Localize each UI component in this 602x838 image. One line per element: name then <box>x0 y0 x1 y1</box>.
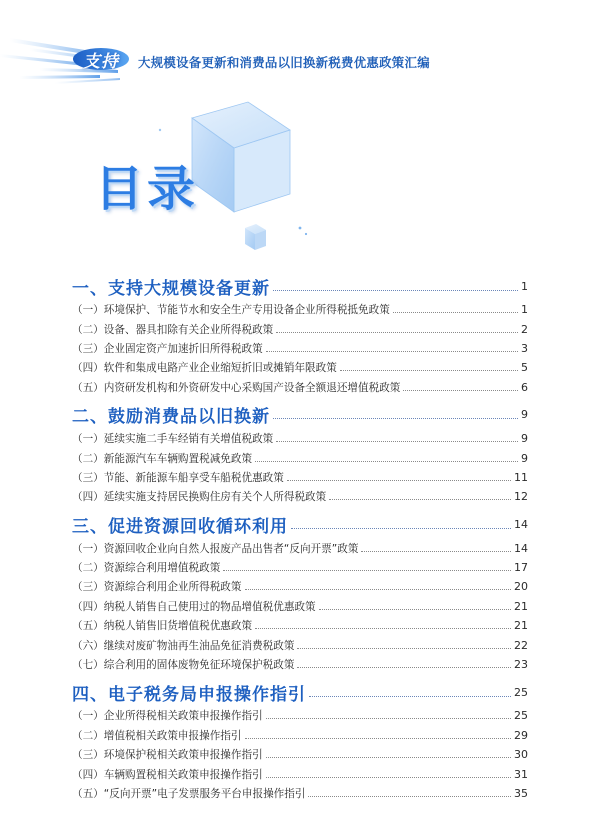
toc-entry-title: （六）继续对废矿物油再生油品免征消费税政策 <box>72 639 295 652</box>
toc-section-page-number: 25 <box>514 685 528 699</box>
toc-entry-row[interactable] <box>72 378 528 397</box>
header-badge <box>72 46 130 72</box>
toc-leader-dots <box>276 332 518 333</box>
toc-entry-row[interactable] <box>72 429 528 448</box>
toc-leader-dots <box>223 570 511 571</box>
toc-entry-row[interactable] <box>72 300 528 319</box>
toc-entry-page-number: 9 <box>521 451 528 465</box>
toc-entry-title: （一）企业所得税相关政策申报操作指引 <box>72 710 263 723</box>
toc-leader-dots <box>319 609 511 610</box>
toc-section-page-number: 1 <box>521 279 528 293</box>
toc-entry-page-number: 29 <box>514 728 528 742</box>
toc-entry-row[interactable] <box>72 706 528 725</box>
toc-leader-dots <box>329 499 511 500</box>
toc-entry-page-number: 23 <box>514 658 528 672</box>
toc-entry-page-number: 9 <box>521 432 528 446</box>
header-title: 大规模设备更新和消费品以旧换新税费优惠政策汇编 <box>138 55 430 70</box>
toc-leader-dots <box>245 589 512 590</box>
toc-entry-page-number: 25 <box>514 709 528 723</box>
toc-leader-dots <box>403 390 518 391</box>
toc-leader-dots <box>273 290 518 291</box>
toc-leader-dots <box>361 551 511 552</box>
toc-leader-dots <box>297 648 511 649</box>
toc-entry-page-number: 21 <box>514 619 528 633</box>
toc-section-row[interactable] <box>72 272 528 300</box>
toc-entry-title: （一）环境保护、节能节水和安全生产专用设备企业所得税抵免政策 <box>72 304 390 317</box>
toc-entry-page-number: 17 <box>514 561 528 575</box>
toc-entry-row[interactable] <box>72 597 528 616</box>
toc-section-title: 二、鼓励消费品以旧换新 <box>72 407 270 428</box>
toc-entry-title: （二）设备、器具扣除有关企业所得税政策 <box>72 323 274 336</box>
toc-entry-page-number: 1 <box>521 303 528 317</box>
toc-entry-row[interactable] <box>72 468 528 487</box>
toc-entry-row[interactable] <box>72 726 528 745</box>
toc-leader-dots <box>266 757 511 758</box>
toc-entry-page-number: 6 <box>521 380 528 394</box>
toc-entry-row[interactable] <box>72 358 528 377</box>
toc-entry-title: （五）纳税人销售旧货增值税优惠政策 <box>72 620 253 633</box>
toc-leader-dots <box>340 370 518 371</box>
toc-entry-page-number: 12 <box>514 490 528 504</box>
toc-section-title: 一、支持大规模设备更新 <box>72 278 270 299</box>
table-of-contents <box>72 272 528 803</box>
toc-entry-title: （三）企业固定资产加速折旧所得税政策 <box>72 342 263 355</box>
toc-entry-row[interactable] <box>72 558 528 577</box>
toc-entry-page-number: 35 <box>514 787 528 800</box>
toc-entry-title: （一）资源回收企业向自然人报废产品出售者“反向开票”政策 <box>72 542 359 555</box>
toc-entry-title: （四）纳税人销售自己使用过的物品增值税优惠政策 <box>72 600 316 613</box>
toc-section <box>72 272 528 397</box>
toc-entry-page-number: 14 <box>514 541 528 555</box>
toc-section-row[interactable] <box>72 401 528 429</box>
toc-entry-row[interactable] <box>72 448 528 467</box>
toc-leader-dots <box>255 461 518 462</box>
toc-entry-row[interactable] <box>72 577 528 596</box>
toc-section <box>72 507 528 675</box>
toc-entry-page-number: 22 <box>514 638 528 652</box>
toc-leader-dots <box>297 667 511 668</box>
toc-entry-title: （五）“反向开票”电子发票服务平台申报操作指引 <box>72 788 306 800</box>
toc-entry-row[interactable] <box>72 339 528 358</box>
toc-entry-page-number: 11 <box>514 470 528 484</box>
toc-entry-row[interactable] <box>72 616 528 635</box>
toc-leader-dots <box>266 777 511 778</box>
toc-entry-title: （四）软件和集成电路产业企业缩短折旧或摊销年限政策 <box>72 362 337 375</box>
toc-leader-dots <box>287 480 511 481</box>
toc-entry-page-number: 30 <box>514 748 528 762</box>
toc-section-page-number: 9 <box>521 408 528 422</box>
toc-section-row[interactable] <box>72 678 528 706</box>
toc-leader-dots <box>291 528 511 529</box>
toc-entry-row[interactable] <box>72 745 528 764</box>
toc-leader-dots <box>273 418 518 419</box>
toc-entry-title: （三）资源综合利用企业所得税政策 <box>72 581 242 594</box>
toc-leader-dots <box>393 312 518 313</box>
toc-section <box>72 397 528 507</box>
toc-entry-page-number: 5 <box>521 361 528 375</box>
header-badge-text: 支持 <box>83 51 119 72</box>
toc-entry-row[interactable] <box>72 487 528 506</box>
toc-entry-title: （七）综合利用的固体废物免征环境保护税政策 <box>72 659 295 672</box>
toc-entry-page-number: 3 <box>521 341 528 355</box>
toc-leader-dots <box>309 696 511 697</box>
toc-leader-dots <box>276 441 518 442</box>
toc-entry-row[interactable] <box>72 784 528 803</box>
toc-leader-dots <box>308 796 511 797</box>
toc-section-title: 四、电子税务局申报操作指引 <box>72 684 306 705</box>
toc-entry-title: （四）延续实施支持居民换购住房有关个人所得税政策 <box>72 491 327 504</box>
toc-section-title: 三、促进资源回收循环利用 <box>72 517 288 538</box>
toc-entry-row[interactable] <box>72 539 528 558</box>
toc-section-row[interactable] <box>72 511 528 539</box>
toc-leader-dots <box>245 738 512 739</box>
toc-entry-page-number: 21 <box>514 599 528 613</box>
toc-leader-dots <box>266 351 518 352</box>
toc-entry-title: （五）内资研发机构和外资研发中心采购国产设备全额退还增值税政策 <box>72 381 401 394</box>
toc-entry-page-number: 20 <box>514 580 528 594</box>
toc-entry-title: （一）延续实施二手车经销有关增值税政策 <box>72 433 274 446</box>
toc-entry-title: （三）节能、新能源车船享受车船税优惠政策 <box>72 471 284 484</box>
toc-entry-row[interactable] <box>72 635 528 654</box>
toc-entry-title: （三）环境保护税相关政策申报操作指引 <box>72 749 263 762</box>
toc-entry-title: （二）新能源汽车车辆购置税减免政策 <box>72 452 253 465</box>
toc-leader-dots <box>266 718 511 719</box>
toc-entry-row[interactable] <box>72 319 528 338</box>
toc-entry-page-number: 31 <box>514 767 528 781</box>
toc-leader-dots <box>255 628 511 629</box>
toc-heading: 目录 <box>95 161 200 217</box>
toc-entry-title: （四）车辆购置税相关政策申报操作指引 <box>72 768 263 781</box>
toc-section-page-number: 14 <box>514 518 528 532</box>
toc-entry-row[interactable] <box>72 764 528 783</box>
toc-entry-title: （二）增值税相关政策申报操作指引 <box>72 729 242 742</box>
toc-entry-page-number: 2 <box>521 322 528 336</box>
toc-entry-row[interactable] <box>72 655 528 674</box>
toc-entry-title: （二）资源综合利用增值税政策 <box>72 562 221 575</box>
toc-section <box>72 674 528 803</box>
